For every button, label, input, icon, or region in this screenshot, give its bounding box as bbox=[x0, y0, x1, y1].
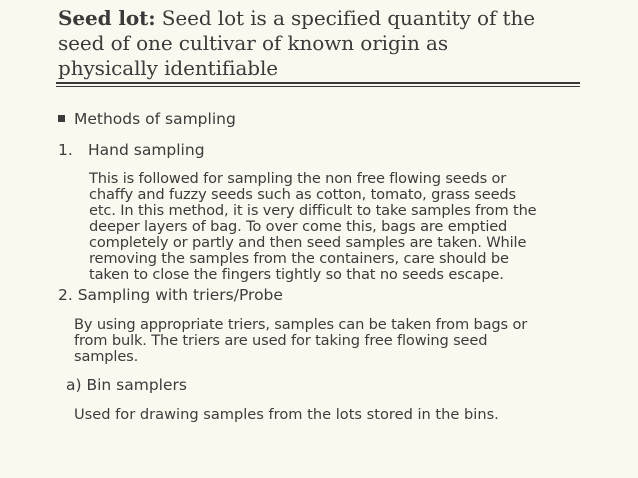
section-hand-sampling-heading bbox=[58, 141, 205, 159]
bullet-text: Methods of sampling bbox=[74, 110, 236, 128]
bullet-methods-of-sampling bbox=[58, 110, 236, 128]
section-number: 1. bbox=[58, 141, 73, 159]
section-triers-heading: 2. Sampling with triers/Probe bbox=[58, 286, 283, 304]
title-term: Seed lot: bbox=[58, 6, 156, 30]
paragraph-line: By using appropriate triers, samples can be taken from bags or bbox=[74, 316, 528, 333]
paragraph-line: samples. bbox=[74, 348, 139, 365]
paragraph-line: chaffy and fuzzy seeds such as cotton, tomato, grass seeds bbox=[89, 186, 516, 203]
title-line-2: seed of one cultivar of known origin as bbox=[58, 31, 448, 55]
paragraph-line: etc. In this method, it is very difficult to take samples from the bbox=[89, 202, 537, 219]
square-bullet-icon bbox=[58, 115, 65, 122]
paragraph-line: completely or partly and then seed samples are taken. While bbox=[89, 234, 527, 251]
triers-paragraph bbox=[74, 317, 594, 365]
section-heading-text: Hand sampling bbox=[88, 141, 205, 159]
bin-samplers-text: Used for drawing samples from the lots stored in the bins. bbox=[74, 406, 499, 423]
paragraph-line: removing the samples from the containers, care should be bbox=[89, 250, 509, 267]
paragraph-line: This is followed for sampling the non free flowing seeds or bbox=[89, 170, 507, 187]
bin-samplers-heading: a) Bin samplers bbox=[66, 376, 187, 394]
title-underline-thin bbox=[56, 86, 580, 87]
title-definition-start: Seed lot is a specified quantity of the bbox=[155, 6, 535, 30]
title-underline bbox=[56, 82, 580, 84]
paragraph-line: taken to close the fingers tightly so that no seeds escape. bbox=[89, 266, 504, 283]
hand-sampling-paragraph bbox=[89, 171, 589, 283]
slide-title bbox=[58, 6, 578, 81]
paragraph-line: deeper layers of bag. To over come this, bags are emptied bbox=[89, 218, 508, 235]
title-line-1 bbox=[58, 6, 578, 31]
paragraph-line: from bulk. The triers are used for taking free flowing seed bbox=[74, 332, 488, 349]
title-line-3: physically identifiable bbox=[58, 56, 279, 80]
